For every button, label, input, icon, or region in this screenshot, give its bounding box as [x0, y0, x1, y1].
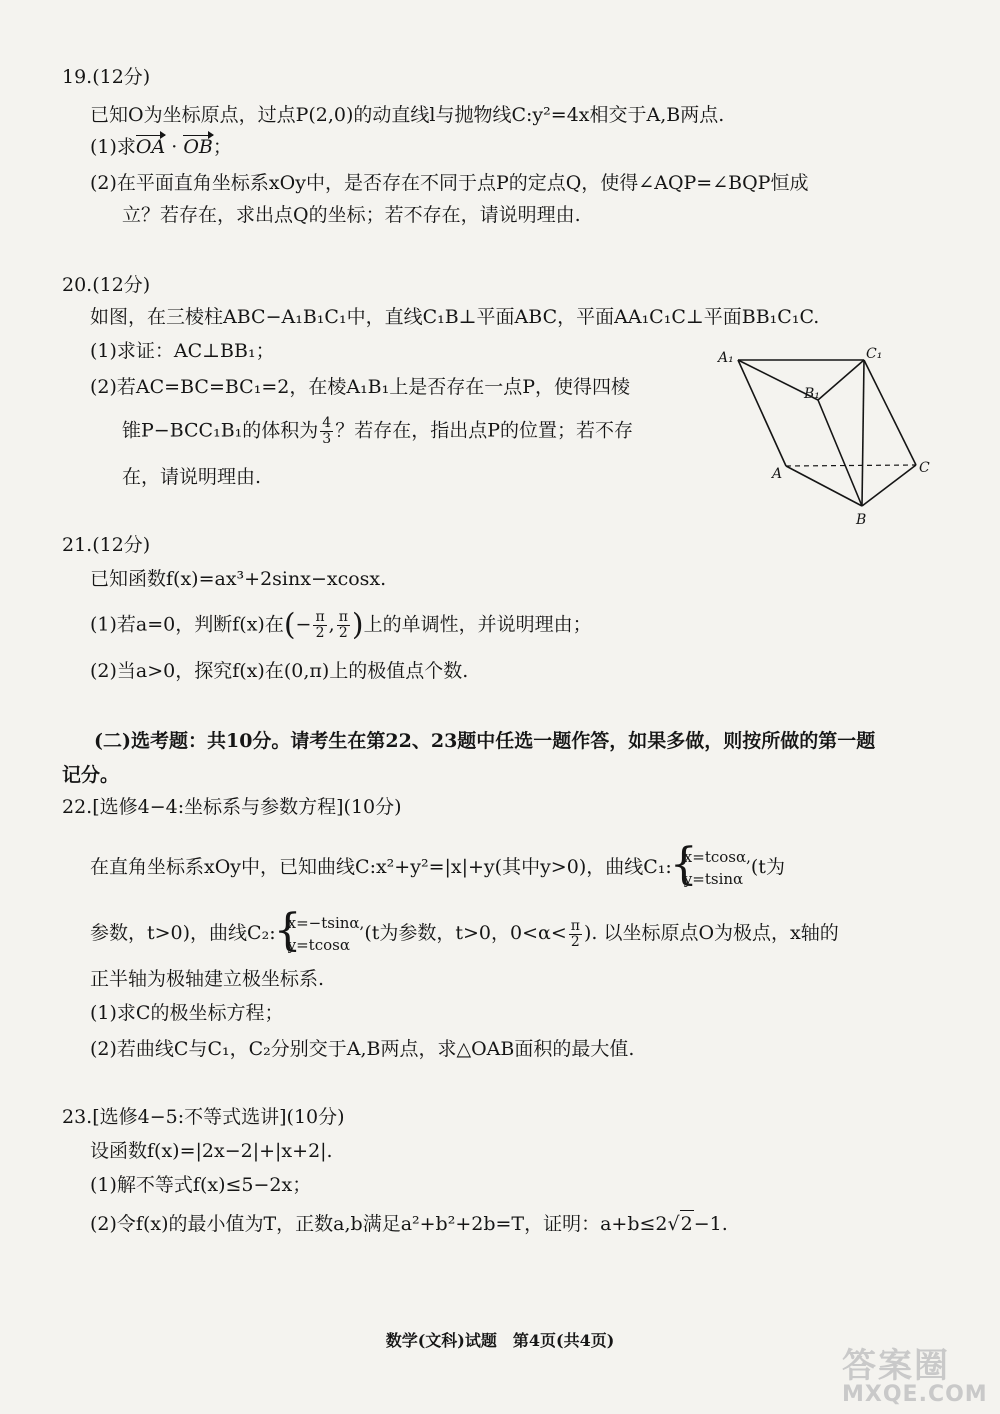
c2-eq-y: y=tcosα — [287, 936, 350, 954]
fraction-numerator: π — [338, 609, 348, 625]
label-a1: A₁ — [718, 350, 734, 366]
vector-oa: OA — [135, 136, 166, 158]
watermark-text-top: 答案圈 — [842, 1346, 950, 1386]
sqrt-symbol: √ — [667, 1213, 680, 1235]
q19-part1-suffix: ； — [212, 136, 232, 158]
fraction-denominator: 3 — [322, 431, 332, 447]
section-heading-line1: (二)选考题：共10分。请考生在第22、23题中任选一题作答，如果多做，则按所做的第一题 — [94, 730, 876, 752]
q22-line1-prefix: 在直角坐标系xOy中，已知曲线C:x²+y²=|x|+y(其中y>0)，曲线C₁: — [90, 856, 672, 878]
q19-part2-line2: 立？若存在，求出点Q的坐标；若不存在，请说明理由. — [122, 204, 581, 226]
q23-part2 — [90, 1210, 728, 1237]
q21-header: 21.(12分) — [62, 534, 151, 556]
edge-b1-b — [818, 400, 862, 506]
prism-figure — [712, 340, 942, 530]
c1-equation-system — [672, 846, 751, 890]
q22-line3: 正半轴为极轴建立极坐标系. — [90, 968, 325, 990]
label-c1: C₁ — [866, 346, 883, 362]
sqrt-argument: 2 — [680, 1210, 694, 1237]
edge-a-b — [786, 466, 862, 506]
label-b: B — [856, 512, 867, 528]
fraction-denominator: 2 — [338, 625, 348, 641]
q23-stem: 设函数f(x)=|2x−2|+|x+2|. — [90, 1140, 333, 1162]
q21-stem: 已知函数f(x)=ax³+2sinx−xcosx. — [90, 568, 387, 590]
q20-part1: (1)求证：AC⊥BB₁； — [90, 340, 275, 362]
fraction-four-thirds — [320, 416, 333, 447]
c1-eq-x: { x=tcosα, — [683, 848, 751, 866]
vector-ob: OB — [183, 136, 213, 158]
section-heading-line2: 记分。 — [62, 764, 120, 786]
fraction-numerator: π — [570, 917, 580, 934]
q20-part2-prefix: 锥P−BCC₁B₁的体积为 — [122, 419, 319, 442]
q21-part1-suffix: 上的单调性，并说明理由； — [363, 613, 592, 636]
dot-operator: · — [165, 136, 184, 158]
q21-part1 — [90, 607, 592, 643]
edge-a1-a — [738, 360, 786, 466]
edge-a-c-hidden — [786, 465, 916, 466]
q22-part1: (1)求C的极坐标方程； — [90, 1002, 284, 1024]
edge-c1-b — [862, 360, 864, 506]
q20-part2-suffix: ？若存在，指出点P的位置；若不存 — [335, 419, 634, 442]
q22-header: 22.[选修4−4:坐标系与参数方程](10分) — [62, 796, 402, 818]
q19-part1 — [90, 134, 232, 160]
q19-part2-line1: (2)在平面直角坐标系xOy中，是否存在不同于点P的定点Q，使得∠AQP=∠BQP恒成 — [90, 172, 809, 194]
q22-line1-suffix: (t为 — [750, 856, 785, 878]
page-footer: 数学(文科)试题 第4页(共4页) — [385, 1331, 615, 1350]
q22-line1 — [90, 846, 785, 890]
fraction-denominator: 2 — [570, 933, 580, 950]
label-a: A — [772, 466, 783, 482]
q20-header: 20.(12分) — [62, 274, 151, 296]
q22-line2-prefix: 参数，t>0)，曲线C₂: — [90, 922, 276, 944]
watermark-logo — [842, 1338, 992, 1410]
q19-stem: 已知O为坐标原点，过点P(2,0)的动直线l与抛物线C:y²=4x相交于A,B两点. — [90, 104, 725, 126]
q22-line2-suffix: ). 以坐标原点O为极点，x轴的 — [583, 922, 839, 944]
close-paren: ) — [351, 607, 364, 643]
edge-b1-c1 — [818, 360, 864, 400]
minus-sign: − — [295, 613, 312, 636]
q19-part1-prefix: (1)求 — [90, 136, 136, 158]
q21-part2: (2)当a>0，探究f(x)在(0,π)上的极值点个数. — [90, 660, 469, 682]
q22-line2 — [90, 912, 839, 956]
q21-part1-prefix: (1)若a=0，判断f(x)在 — [90, 613, 284, 636]
q19-header: 19.(12分) — [62, 66, 151, 88]
watermark-text-bottom: MXQE.COM — [842, 1382, 988, 1407]
q20-part2-line1: (2)若AC=BC=BC₁=2，在棱A₁B₁上是否存在一点P，使得四棱 — [90, 376, 631, 398]
q20-part2-line2 — [122, 416, 633, 447]
fraction-numerator: π — [315, 609, 325, 625]
q22-line2-mid: (t为参数，t>0，0<α< — [364, 922, 567, 944]
q23-part2-prefix: (2)令f(x)的最小值为T，正数a,b满足a²+b²+2b=T，证明：a+b≤2 — [90, 1213, 668, 1235]
fraction-numerator: 4 — [322, 415, 332, 431]
q23-header: 23.[选修4−5:不等式选讲](10分) — [62, 1106, 345, 1128]
q23-part2-suffix: −1. — [693, 1213, 728, 1235]
label-c: C — [919, 460, 930, 476]
q20-stem: 如图，在三棱柱ABC−A₁B₁C₁中，直线C₁B⊥平面ABC，平面AA₁C₁C⊥平面BB₁C₁C. — [90, 306, 820, 328]
comma: , — [328, 613, 335, 636]
c1-eq-y: y=tsinα — [683, 870, 744, 888]
q22-part2: (2)若曲线C与C₁，C₂分别交于A,B两点，求△OAB面积的最大值. — [90, 1038, 635, 1060]
fraction-pi-over-2-b — [337, 610, 350, 641]
fraction-pi-over-2-c — [569, 919, 582, 950]
edge-c1-c — [864, 360, 916, 465]
fraction-pi-over-2-a — [313, 610, 326, 641]
q23-part1: (1)解不等式f(x)≤5−2x； — [90, 1174, 312, 1196]
open-paren: ( — [283, 607, 296, 643]
c2-equation-system — [276, 912, 365, 956]
q20-part2-line3: 在，请说明理由. — [122, 466, 262, 488]
edge-b-c — [862, 465, 916, 506]
fraction-denominator: 2 — [315, 625, 325, 641]
c2-eq-x: { x=−tsinα, — [287, 914, 365, 932]
label-b1: B₁ — [804, 386, 820, 402]
